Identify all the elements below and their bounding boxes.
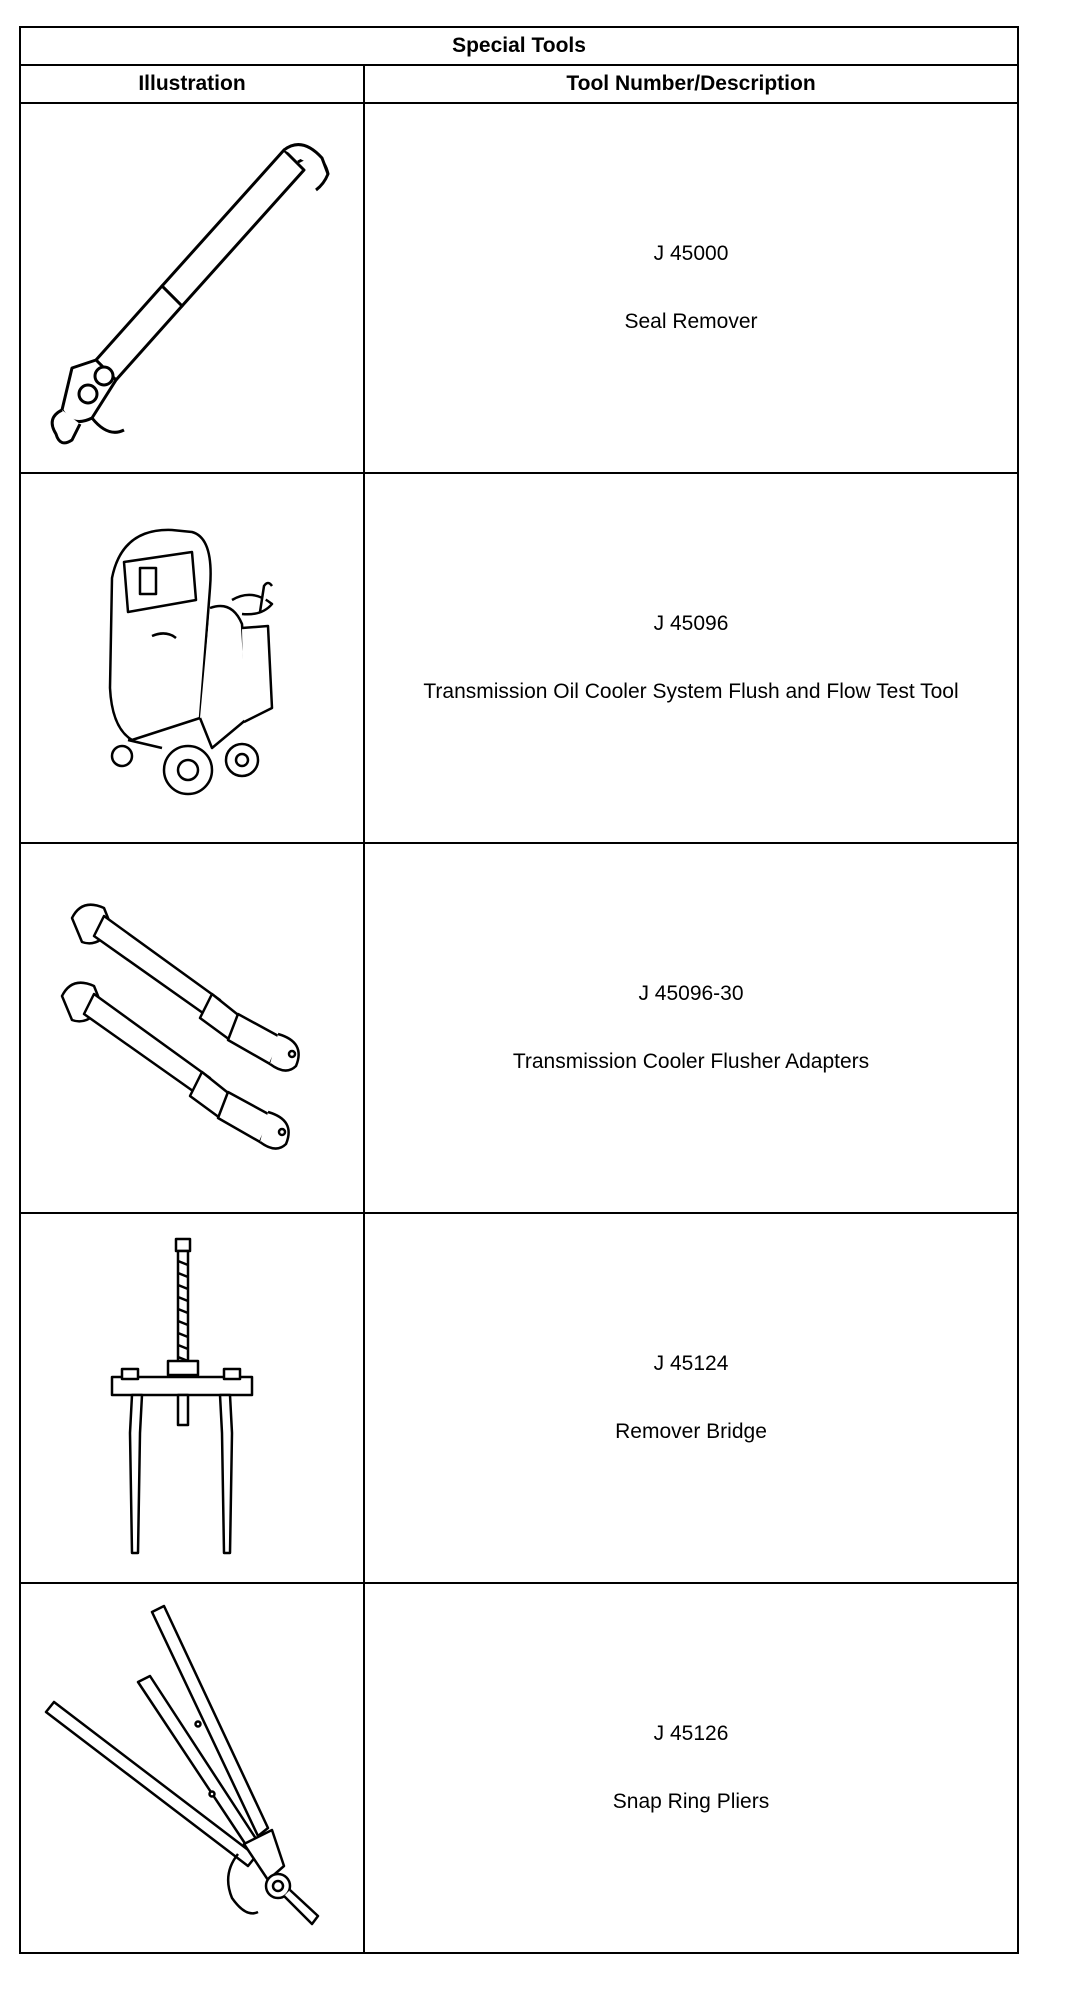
tool-description: Snap Ring Pliers xyxy=(612,1790,770,1813)
illustration-cell xyxy=(20,103,364,473)
table-title: Special Tools xyxy=(20,27,1018,65)
column-header-illustration: Illustration xyxy=(20,65,364,103)
flush-cart-icon xyxy=(92,508,292,808)
illustration-cell xyxy=(20,473,364,843)
table-row xyxy=(20,1583,1018,1953)
table-row xyxy=(20,843,1018,1213)
illustration-cell xyxy=(20,1213,364,1583)
tool-description: Transmission Oil Cooler System Flush and Flow Test Tool xyxy=(423,680,959,703)
tool-number: J 45126 xyxy=(653,1722,729,1745)
description-cell xyxy=(364,1213,1018,1583)
tool-number: J 45096-30 xyxy=(638,982,744,1005)
description-cell xyxy=(364,843,1018,1213)
snap-ring-pliers-icon xyxy=(32,1598,352,1938)
description-cell xyxy=(364,473,1018,843)
tool-number: J 45124 xyxy=(653,1352,729,1375)
illustration-cell xyxy=(20,843,364,1213)
tool-description: Seal Remover xyxy=(624,310,758,333)
tool-number: J 45000 xyxy=(653,242,729,265)
table-row xyxy=(20,103,1018,473)
column-header-tool: Tool Number/Description xyxy=(364,65,1018,103)
table-row xyxy=(20,473,1018,843)
tool-number: J 45096 xyxy=(653,612,729,635)
remover-bridge-icon xyxy=(92,1233,292,1563)
special-tools-table xyxy=(19,26,1019,1954)
description-cell xyxy=(364,103,1018,473)
tool-description: Transmission Cooler Flusher Adapters xyxy=(512,1050,870,1073)
tool-description: Remover Bridge xyxy=(615,1420,767,1443)
table-row xyxy=(20,1213,1018,1583)
illustration-cell xyxy=(20,1583,364,1953)
description-cell xyxy=(364,1583,1018,1953)
flusher-adapters-icon xyxy=(42,868,342,1188)
seal-remover-icon xyxy=(32,118,352,458)
